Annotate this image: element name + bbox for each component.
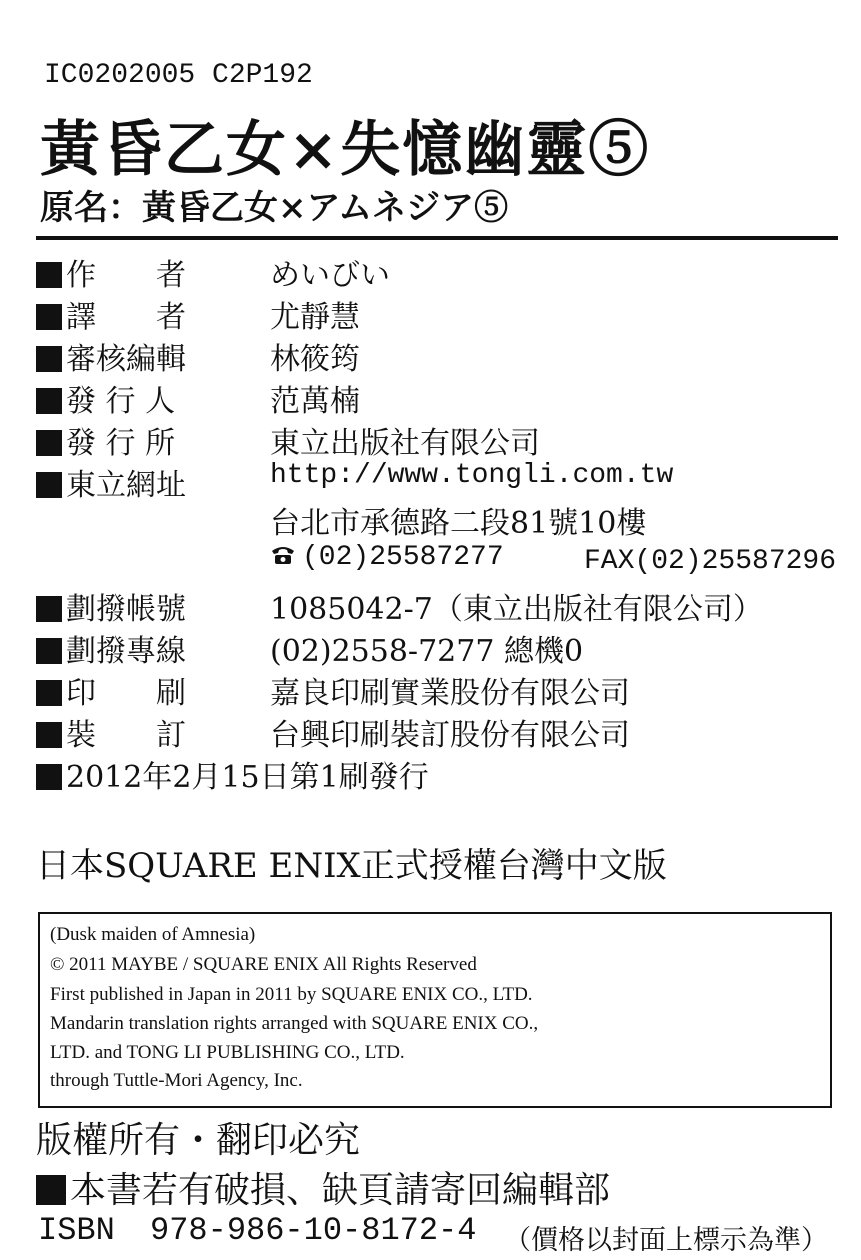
copyright-line: LTD. and TONG LI PUBLISHING CO., LTD. (50, 1042, 405, 1063)
credit-row-author (36, 250, 390, 293)
payment-label: 劃撥專線 (66, 634, 186, 669)
bullet-square-icon (36, 304, 62, 330)
credit-label: 發 行 人 (66, 384, 176, 419)
payment-row-printing (36, 668, 630, 711)
payment-value: 台興印刷裝訂股份有限公司 (270, 718, 630, 753)
publication-date (36, 752, 429, 796)
isbn-number: 978-986-10-8172-4 (150, 1212, 477, 1249)
copyright-line: through Tuttle-Mori Agency, Inc. (50, 1070, 303, 1091)
bullet-square-icon (36, 262, 62, 288)
bullet-square-icon (36, 388, 62, 414)
license-statement: 日本SQUARE ENIX正式授權台灣中文版 (36, 846, 667, 886)
credit-value: めいびい (270, 258, 390, 293)
credit-row-website (36, 460, 674, 503)
copyright-box (38, 912, 832, 1108)
defect-notice (36, 1162, 610, 1213)
credit-row-editor (36, 334, 360, 377)
telephone-icon (270, 545, 296, 565)
bullet-square-icon (36, 472, 62, 498)
isbn-label: ISBN (38, 1212, 115, 1249)
bullet-square-icon (36, 680, 62, 706)
payment-value: 嘉良印刷實業股份有限公司 (270, 676, 630, 711)
telephone-line (270, 542, 504, 573)
rights-reserved: 版權所有・翻印必究 (36, 1120, 361, 1161)
original-title: 原名：黃昏乙女×アムネジア⑤ (40, 188, 509, 228)
credit-value: 林筱筠 (270, 342, 360, 377)
credit-label: 發 行 所 (66, 426, 176, 461)
credit-value: 范萬楠 (270, 384, 360, 419)
payment-row-hotline (36, 626, 584, 669)
payment-row-binding (36, 710, 630, 753)
payment-label: 裝 訂 (66, 718, 186, 753)
telephone-number: (02)25587277 (302, 542, 504, 573)
book-title: 黃昏乙女×失憶幽靈⑤ (40, 115, 651, 185)
website-url: http://www.tongli.com.tw (270, 460, 674, 491)
credit-label: 審核編輯 (66, 342, 186, 377)
price-note: （價格以封面上標示為準） (504, 1225, 828, 1256)
payment-value: (02)2558-7277 總機0 (270, 634, 584, 669)
bullet-square-icon (36, 596, 62, 622)
defect-notice-text: 本書若有破損、缺頁請寄回編輯部 (70, 1170, 611, 1211)
credit-row-publishing-house (36, 418, 540, 461)
copyright-line: © 2011 MAYBE / SQUARE ENIX All Rights Reserved (50, 954, 477, 975)
catalog-code: IC0202005 C2P192 (44, 60, 313, 91)
publication-date-text: 2012年2月15日第1刷發行 (66, 760, 429, 795)
copyright-line: Mandarin translation rights arranged with SQUARE ENIX CO., (50, 1013, 539, 1034)
bullet-square-icon (36, 346, 62, 372)
credit-row-publisher (36, 376, 360, 419)
credit-value: 尤靜慧 (270, 300, 360, 335)
credit-label: 作 者 (66, 258, 186, 293)
credit-label: 東立網址 (66, 468, 186, 503)
payment-row-account (36, 584, 763, 627)
title-divider (36, 236, 838, 240)
credit-row-translator (36, 292, 360, 335)
copyright-line: First published in Japan in 2011 by SQUARE ENIX CO., LTD. (50, 984, 533, 1005)
bullet-square-icon (36, 638, 62, 664)
bullet-square-icon (36, 764, 62, 790)
payment-label: 印 刷 (66, 676, 186, 711)
credit-value: 東立出版社有限公司 (270, 426, 540, 461)
address: 台北市承德路二段81號10樓 (270, 506, 647, 541)
payment-value: 1085042-7（東立出版社有限公司） (270, 592, 763, 627)
fax-number: FAX(02)25587296 (584, 546, 837, 577)
payment-label: 劃撥帳號 (66, 592, 186, 627)
bullet-square-icon (36, 1175, 66, 1205)
credit-label: 譯 者 (66, 300, 186, 335)
bullet-square-icon (36, 430, 62, 456)
bullet-square-icon (36, 722, 62, 748)
copyright-line: (Dusk maiden of Amnesia) (50, 924, 256, 945)
